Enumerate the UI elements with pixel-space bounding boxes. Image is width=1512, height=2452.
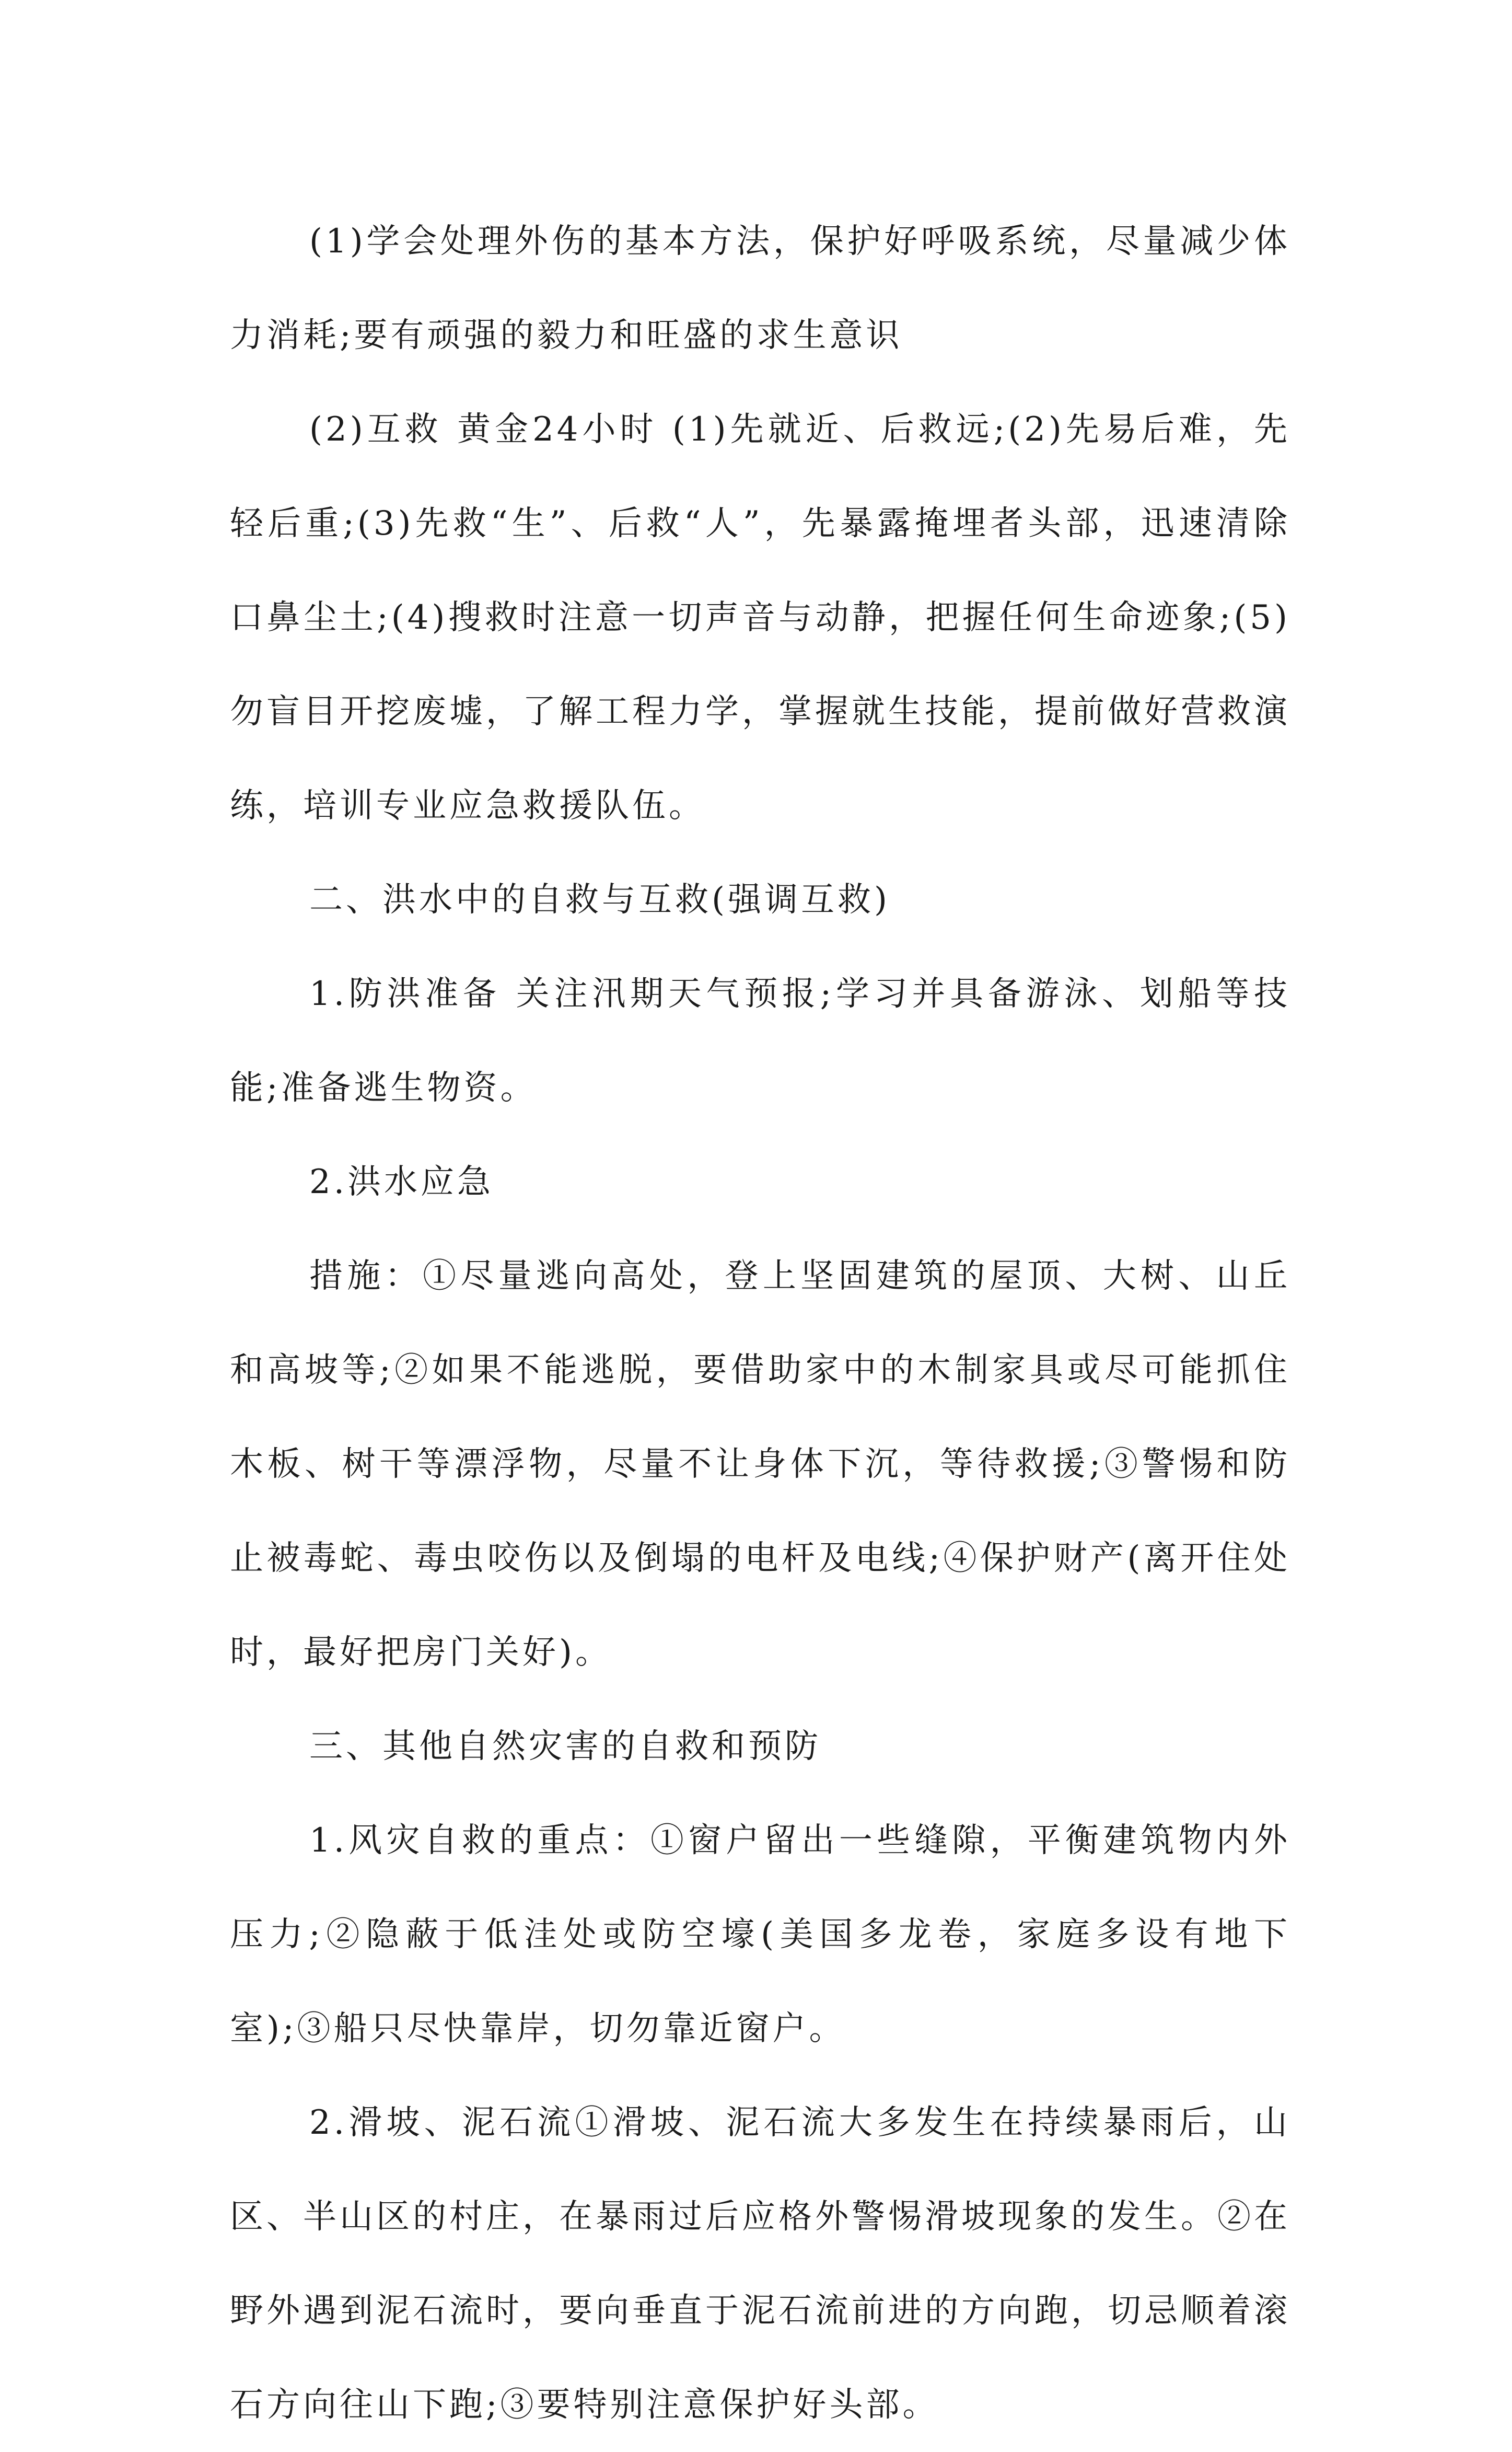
section-heading-flood: 二、洪水中的自救与互救(强调互救)	[309, 881, 890, 919]
paragraph-wind-disaster: 1.风灾自救的重点：①窗户留出一些缝隙，平衡建筑物内外压力;②隐蔽于低洼处或防空壕(美国多龙卷，家庭多设有地下室);③船只尽快靠岸，切勿靠近窗户。	[230, 1821, 1290, 2048]
paragraph-self-rescue: (1)学会处理外伤的基本方法，保护好呼吸系统，尽量减少体力消耗;要有顽强的毅力和旺盛的求生意识	[230, 222, 1290, 355]
paragraph-flood-measures: 措施：①尽量逃向高处，登上坚固建筑的屋顶、大树、山丘和高坡等;②如果不能逃脱，要借助家中的木制家具或尽可能抓住木板、树干等漂浮物，尽量不让身体下沉，等待救援;③警惕和防止被毒蛇、毒虫咬伤以及倒塌的电杆及电线;④保护财产(离开住处时，最好把房门关好)。	[230, 1257, 1290, 1672]
paragraph-flood-preparation: 1.防洪准备 关注汛期天气预报;学习并具备游泳、划船等技能;准备逃生物资。	[230, 975, 1290, 1107]
section-heading-other-disasters: 三、其他自然灾害的自救和预防	[309, 1727, 821, 1766]
document-body	[230, 194, 1290, 2452]
subheading-flood-emergency: 2.洪水应急	[309, 1163, 494, 1201]
paragraph-mutual-rescue: (2)互救 黄金24小时 (1)先就近、后救远;(2)先易后难，先轻后重;(3)先救“生”、后救“人”，先暴露掩埋者头部，迅速清除口鼻尘土;(4)搜救时注意一切声音与动静，把握任何生命迹象;(5)勿盲目开挖废墟，了解工程力学，掌握就生技能，提前做好营救演练，培训专业应急救援队伍。	[230, 410, 1290, 825]
paragraph-landslide-debris-flow: 2.滑坡、泥石流①滑坡、泥石流大多发生在持续暴雨后，山区、半山区的村庄，在暴雨过后应格外警惕滑坡现象的发生。②在野外遇到泥石流时，要向垂直于泥石流前进的方向跑，切忌顺着滚石方向往山下跑;③要特别注意保护好头部。	[230, 2103, 1290, 2424]
